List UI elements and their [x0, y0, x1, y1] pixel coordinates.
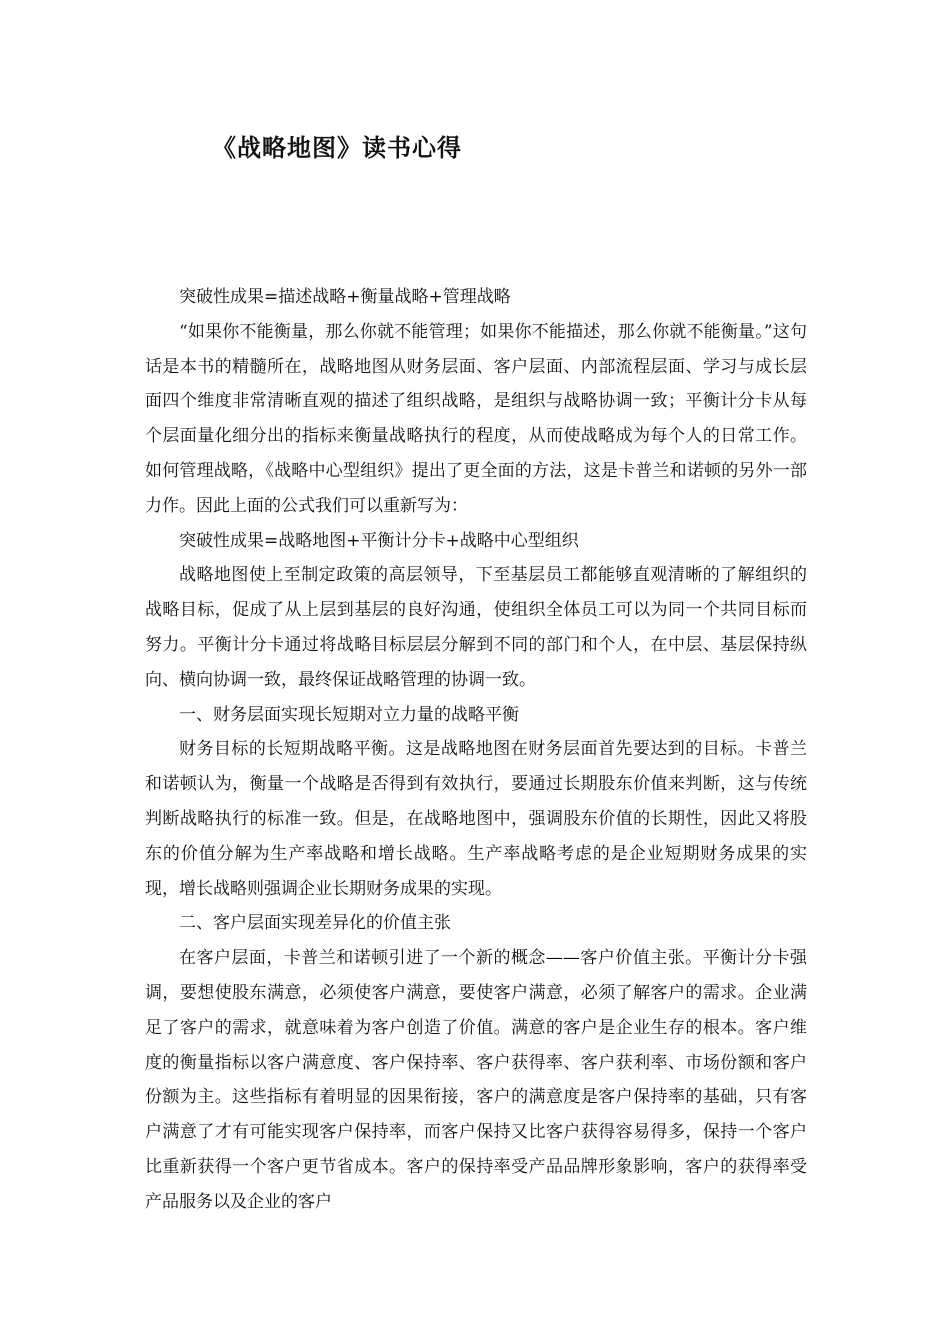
body-paragraph: 战略地图使上至制定政策的高层领导，下至基层员工都能够直观清晰的了解组织的战略目标，促成了从上层到基层的良好沟通，使组织全体员工可以为同一个共同目标而努力。平衡计分卡通过将战略目标层层分解到不同的部门和个人，在中层、基层保持纵向、横向协调一致，最终保证战略管理的协调一致。 [145, 565, 807, 690]
document-body [145, 280, 807, 1220]
formula-paragraph: 突破性成果=战略地图+平衡计分卡+战略中心型组织 [179, 530, 579, 551]
body-paragraph: 在客户层面，卡普兰和诺顿引进了一个新的概念——客户价值主张。平衡计分卡强调，要想使股东满意，必须使客户满意，要使客户满意，必须了解客户的需求。企业满足了客户的需求，就意味着为客户创造了价值。满意的客户是企业生存的根本。客户维度的衡量指标以客户满意度、客户保持率、客户获得率、客户获利率、市场份额和客户份额为主。这些指标有着明显的因果衔接，客户的满意度是客户保持率的基础，只有客户满意了才有可能实现客户保持率，而客户保持又比客户获得容易得多，保持一个客户比重新获得一个客户更节省成本。客户的保持率受产品品牌形象影响，客户的获得率受产品服务以及企业的客户 [145, 948, 807, 1212]
document-title: 《战略地图》读书心得 [212, 134, 462, 162]
section-heading: 二、客户层面实现差异化的价值主张 [179, 913, 451, 934]
formula-paragraph: 突破性成果=描述战略+衡量战略+管理战略 [179, 287, 511, 307]
body-paragraph: 财务目标的长短期战略平衡。这是战略地图在财务层面首先要达到的目标。卡普兰和诺顿认为，衡量一个战略是否得到有效执行，要通过长期股东价值来判断，这与传统判断战略执行的标准一致。但是，在战略地图中，强调股东价值的长期性，因此又将股东的价值分解为生产率战略和增长战略。生产率战略考虑的是企业短期财务成果的实现，增长战略则强调企业长期财务成果的实现。 [145, 739, 807, 899]
body-paragraph: “如果你不能衡量，那么你就不能管理；如果你不能描述，那么你就不能衡量。”这句话是本书的精髓所在，战略地图从财务层面、客户层面、内部流程层面、学习与成长层面四个维度非常清晰直观的描述了组织战略，是组织与战略协调一致；平衡计分卡从每个层面量化细分出的指标来衡量战略执行的程度，从而使战略成为每个人的日常工作。如何管理战略，《战略中心型组织》提出了更全面的方法，这是卡普兰和诺顿的另外一部力作。因此上面的公式我们可以重新写为： [145, 321, 807, 516]
section-heading: 一、财务层面实现长短期对立力量的战略平衡 [179, 704, 519, 725]
